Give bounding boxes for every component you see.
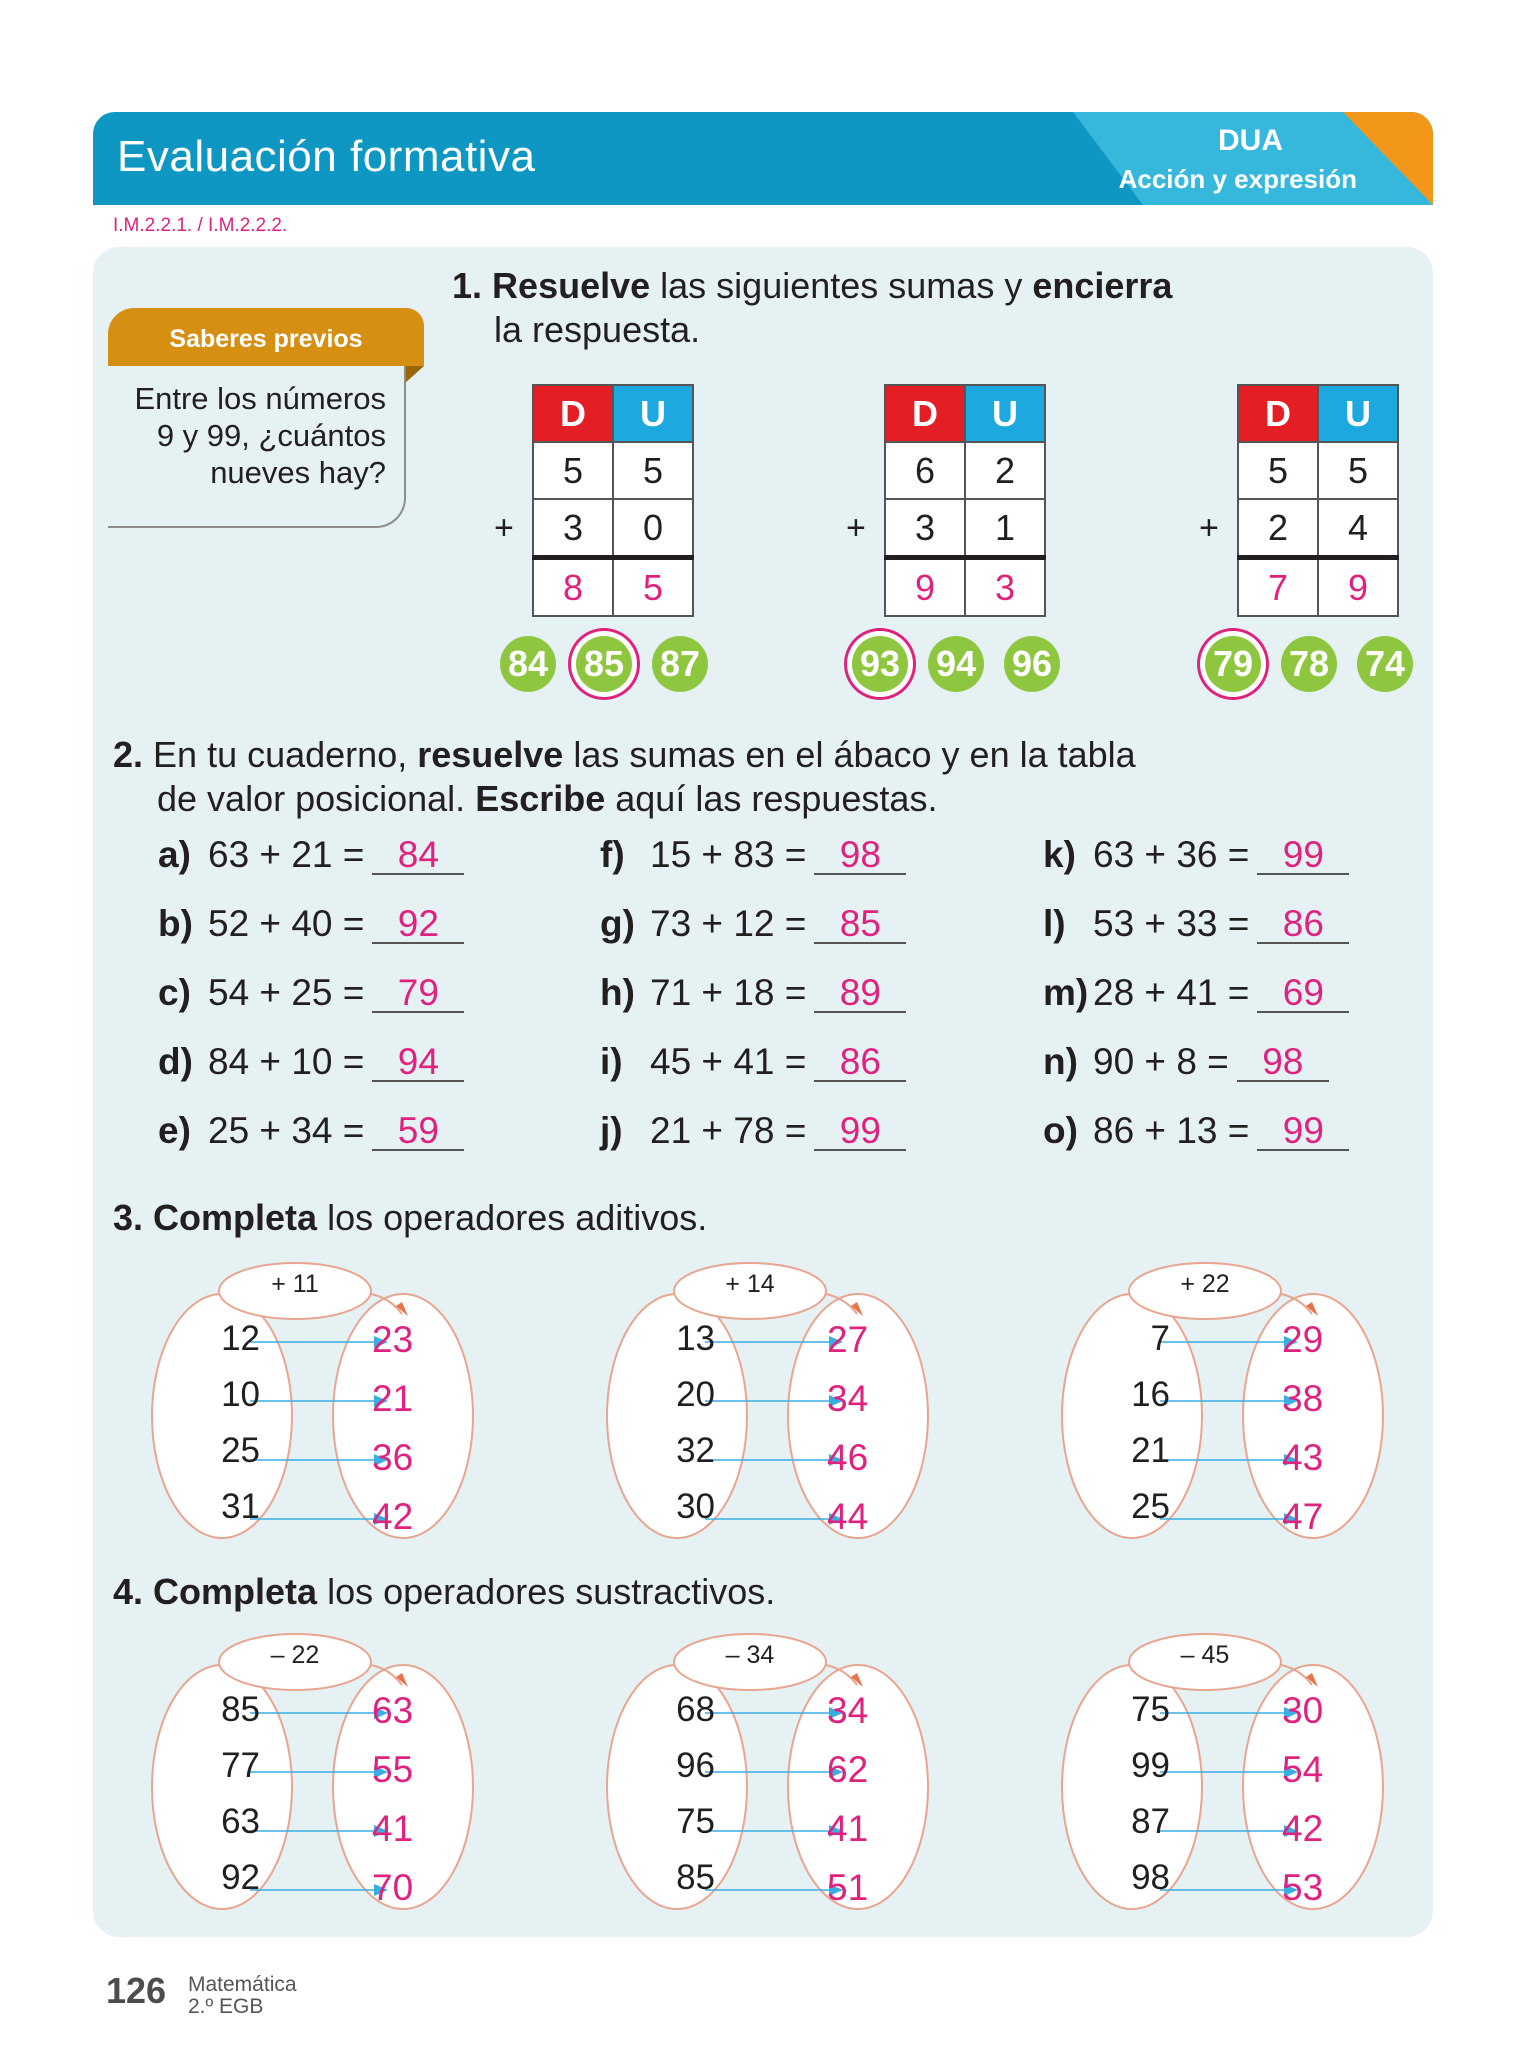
sum-expression: 53 + 33 = <box>1093 903 1250 944</box>
result-cell: 7 <box>1238 558 1318 617</box>
saberes-question: Entre los números 9 y 99, ¿cuántos nueves hay? <box>134 381 386 490</box>
input-number: 16 <box>1131 1375 1170 1414</box>
output-answer[interactable]: 23 <box>372 1319 414 1360</box>
place-value-table <box>532 384 694 617</box>
output-answer[interactable]: 53 <box>1282 1867 1324 1908</box>
sum-label: n) <box>1043 1041 1078 1082</box>
input-number: 92 <box>221 1858 260 1897</box>
q1-text: las siguientes sumas y <box>650 265 1033 306</box>
sum-expression: 21 + 78 = <box>650 1110 807 1151</box>
result-cell: 3 <box>965 558 1045 617</box>
operator-diagram <box>605 1627 935 1917</box>
q3-bold-completa: Completa <box>153 1197 318 1238</box>
sum-label: c) <box>158 972 191 1013</box>
table-row <box>885 385 1045 442</box>
table-row <box>1238 442 1398 499</box>
sum-expression: 54 + 25 = <box>208 972 365 1013</box>
sum-item <box>600 972 906 1014</box>
sum-item <box>1043 1041 1329 1083</box>
input-number: 32 <box>676 1431 715 1470</box>
sum-label: g) <box>600 903 635 944</box>
digit-cell: 5 <box>533 442 613 499</box>
sum-item <box>158 834 464 876</box>
sum-expression: 52 + 40 = <box>208 903 365 944</box>
sum-answer[interactable]: 94 <box>372 1044 464 1082</box>
sum-item <box>158 1110 464 1152</box>
input-number: 75 <box>676 1802 715 1841</box>
operator-diagram <box>150 1627 480 1917</box>
plus-sign: + <box>1199 509 1219 547</box>
input-number: 25 <box>221 1431 260 1470</box>
output-answer[interactable]: 42 <box>372 1496 414 1537</box>
page-number: 126 <box>106 1970 167 2011</box>
q3-number: 3. <box>113 1197 144 1238</box>
sum-label: b) <box>158 903 193 944</box>
table-row <box>1238 499 1398 558</box>
table-row <box>533 558 693 617</box>
sum-label: m) <box>1043 972 1089 1013</box>
sum-answer[interactable]: 99 <box>1257 837 1349 875</box>
sum-answer[interactable]: 92 <box>372 906 464 944</box>
input-number: 7 <box>1150 1319 1170 1358</box>
tens-header: D <box>885 385 965 442</box>
subject-info <box>188 1974 297 2018</box>
q4-text: los operadores sustractivos. <box>317 1571 776 1612</box>
result-cell: 5 <box>613 558 693 617</box>
sum-item <box>600 903 906 945</box>
table-row <box>533 442 693 499</box>
sum-item <box>1043 834 1349 876</box>
output-answer[interactable]: 38 <box>1282 1378 1324 1419</box>
input-number: 20 <box>676 1375 715 1414</box>
question-3 <box>113 1196 707 1240</box>
sum-answer[interactable]: 85 <box>814 906 906 944</box>
answer-option[interactable]: 84 <box>500 636 556 692</box>
sum-expression: 84 + 10 = <box>208 1041 365 1082</box>
sum-item <box>1043 1110 1349 1152</box>
result-cell: 9 <box>1318 558 1398 617</box>
sum-expression: 25 + 34 = <box>208 1110 365 1151</box>
q2-bold-escribe: Escribe <box>475 778 606 819</box>
output-answer[interactable]: 54 <box>1282 1749 1324 1790</box>
operator-diagram <box>150 1256 480 1546</box>
input-number: 13 <box>676 1319 715 1358</box>
output-answer[interactable]: 34 <box>827 1690 869 1731</box>
output-answer[interactable]: 21 <box>372 1378 414 1419</box>
digit-cell: 2 <box>965 442 1045 499</box>
sum-label: f) <box>600 834 625 875</box>
operator-label: + 11 <box>271 1270 319 1298</box>
q1-line2: la respuesta. <box>494 309 701 350</box>
output-answer[interactable]: 36 <box>372 1437 414 1478</box>
units-header: U <box>1318 385 1398 442</box>
sum-expression: 86 + 13 = <box>1093 1110 1250 1151</box>
circled-answer-option[interactable]: 79 <box>1205 636 1261 692</box>
output-answer[interactable]: 51 <box>827 1867 869 1908</box>
output-answer[interactable]: 43 <box>1282 1437 1324 1478</box>
operator-label: – 45 <box>1180 1641 1230 1669</box>
input-number: 98 <box>1131 1858 1170 1897</box>
sum-label: o) <box>1043 1110 1078 1151</box>
answer-option[interactable]: 87 <box>652 636 708 692</box>
sum-item <box>600 834 906 876</box>
plus-sign: + <box>494 509 514 547</box>
operator-label: – 22 <box>270 1641 320 1669</box>
sum-label: a) <box>158 834 191 875</box>
input-number: 21 <box>1131 1431 1170 1470</box>
q1-number: 1. <box>452 265 483 306</box>
digit-cell: 3 <box>533 499 613 558</box>
circled-answer-option[interactable]: 85 <box>576 636 632 692</box>
output-answer[interactable]: 34 <box>827 1378 869 1419</box>
digit-cell: 4 <box>1318 499 1398 558</box>
output-answer[interactable]: 63 <box>372 1690 414 1731</box>
q2-text-1: En tu cuaderno, <box>143 734 418 775</box>
output-answer[interactable]: 47 <box>1282 1496 1324 1537</box>
table-row <box>885 442 1045 499</box>
output-answer[interactable]: 27 <box>827 1319 869 1360</box>
sum-label: k) <box>1043 834 1076 875</box>
input-number: 63 <box>221 1802 260 1841</box>
grade-level: 2.º EGB <box>188 1995 264 2018</box>
q3-text: los operadores aditivos. <box>317 1197 708 1238</box>
input-number: 12 <box>221 1319 260 1358</box>
header-banner <box>93 112 1433 205</box>
units-header: U <box>613 385 693 442</box>
sum-label: e) <box>158 1110 191 1151</box>
sum-expression: 63 + 36 = <box>1093 834 1250 875</box>
place-value-table <box>884 384 1046 617</box>
sum-expression: 63 + 21 = <box>208 834 365 875</box>
sum-label: h) <box>600 972 635 1013</box>
sum-item <box>1043 972 1349 1014</box>
sum-answer[interactable]: 98 <box>814 837 906 875</box>
sum-answer[interactable]: 79 <box>372 975 464 1013</box>
sum-answer[interactable]: 86 <box>1257 906 1349 944</box>
answer-option[interactable]: 74 <box>1357 636 1413 692</box>
q2-number: 2. <box>113 734 144 775</box>
digit-cell: 1 <box>965 499 1045 558</box>
sum-item <box>158 972 464 1014</box>
sum-item <box>600 1041 906 1083</box>
operator-label: – 34 <box>725 1641 775 1669</box>
answer-option[interactable]: 96 <box>1004 636 1060 692</box>
sum-expression: 71 + 18 = <box>650 972 807 1013</box>
sum-label: j) <box>600 1110 623 1151</box>
circled-answer-option[interactable]: 93 <box>852 636 908 692</box>
digit-cell: 3 <box>885 499 965 558</box>
digit-cell: 2 <box>1238 499 1318 558</box>
dua-label: DUA <box>1218 124 1283 157</box>
sum-expression: 45 + 41 = <box>650 1041 807 1082</box>
sum-item <box>1043 903 1349 945</box>
digit-cell: 0 <box>613 499 693 558</box>
input-number: 30 <box>676 1487 715 1526</box>
answer-option[interactable]: 78 <box>1281 636 1337 692</box>
q4-bold-completa: Completa <box>153 1571 318 1612</box>
sum-expression: 15 + 83 = <box>650 834 807 875</box>
input-number: 99 <box>1131 1746 1170 1785</box>
q4-number: 4. <box>113 1571 144 1612</box>
sum-answer[interactable]: 86 <box>814 1044 906 1082</box>
output-answer[interactable]: 70 <box>372 1867 414 1908</box>
table-row <box>1238 385 1398 442</box>
output-answer[interactable]: 30 <box>1282 1690 1324 1731</box>
digit-cell: 6 <box>885 442 965 499</box>
output-answer[interactable]: 42 <box>1282 1808 1324 1849</box>
q2-text-3: de valor posicional. <box>157 778 476 819</box>
q2-text-4: aquí las respuestas. <box>605 778 938 819</box>
operator-diagram <box>1060 1627 1390 1917</box>
input-number: 85 <box>676 1858 715 1897</box>
question-4 <box>113 1570 775 1614</box>
operator-label: + 22 <box>1180 1270 1230 1298</box>
input-number: 31 <box>221 1487 260 1526</box>
sum-answer[interactable]: 69 <box>1257 975 1349 1013</box>
table-row <box>1238 558 1398 617</box>
output-answer[interactable]: 41 <box>372 1808 414 1849</box>
q2-bold-resuelve: resuelve <box>417 734 564 775</box>
output-answer[interactable]: 29 <box>1282 1319 1324 1360</box>
plus-sign: + <box>846 509 866 547</box>
table-row <box>533 385 693 442</box>
sum-item <box>600 1110 906 1152</box>
operator-diagram <box>1060 1256 1390 1546</box>
saberes-previos-tab: Saberes previos <box>108 308 424 366</box>
sum-label: l) <box>1043 903 1066 944</box>
indicator-codes: I.M.2.2.1. / I.M.2.2.2. <box>113 215 288 236</box>
place-value-table <box>1237 384 1399 617</box>
digit-cell: 5 <box>1318 442 1398 499</box>
input-number: 75 <box>1131 1690 1170 1729</box>
dua-subtitle: Acción y expresión <box>1118 164 1357 194</box>
table-row <box>885 499 1045 558</box>
q2-text-2: las sumas en el ábaco y en la tabla <box>563 734 1136 775</box>
tens-header: D <box>1238 385 1318 442</box>
tens-header: D <box>533 385 613 442</box>
digit-cell: 5 <box>613 442 693 499</box>
input-number: 96 <box>676 1746 715 1785</box>
sum-answer[interactable]: 99 <box>1257 1113 1349 1151</box>
sum-expression: 73 + 12 = <box>650 903 807 944</box>
input-number: 87 <box>1131 1802 1170 1841</box>
q1-bold-resuelve: Resuelve <box>492 265 651 306</box>
sum-answer[interactable]: 89 <box>814 975 906 1013</box>
result-cell: 9 <box>885 558 965 617</box>
sum-item <box>158 1041 464 1083</box>
table-row <box>533 499 693 558</box>
output-answer[interactable]: 41 <box>827 1808 869 1849</box>
sum-answer[interactable]: 98 <box>1237 1044 1329 1082</box>
page-title: Evaluación formativa <box>117 132 536 181</box>
subject-name: Matemática <box>188 1973 297 1996</box>
output-answer[interactable]: 44 <box>827 1496 869 1537</box>
output-answer[interactable]: 46 <box>827 1437 869 1478</box>
question-2 <box>113 733 1136 821</box>
question-1 <box>452 264 1172 352</box>
table-row <box>885 558 1045 617</box>
input-number: 77 <box>221 1746 260 1785</box>
answer-option[interactable]: 94 <box>928 636 984 692</box>
sum-item <box>158 903 464 945</box>
q1-bold-encierra: encierra <box>1032 265 1173 306</box>
operator-diagram <box>605 1256 935 1546</box>
sum-label: i) <box>600 1041 623 1082</box>
saberes-previos-box <box>108 366 406 528</box>
result-cell: 8 <box>533 558 613 617</box>
operator-label: + 14 <box>725 1270 775 1298</box>
sum-expression: 90 + 8 = <box>1093 1041 1229 1082</box>
units-header: U <box>965 385 1045 442</box>
output-answer[interactable]: 55 <box>372 1749 414 1790</box>
q2-line2 <box>113 778 937 819</box>
sum-answer[interactable]: 59 <box>372 1113 464 1151</box>
sum-expression: 28 + 41 = <box>1093 972 1250 1013</box>
sum-label: d) <box>158 1041 193 1082</box>
digit-cell: 5 <box>1238 442 1318 499</box>
input-number: 25 <box>1131 1487 1170 1526</box>
input-number: 85 <box>221 1690 260 1729</box>
output-answer[interactable]: 62 <box>827 1749 869 1790</box>
input-number: 10 <box>221 1375 260 1414</box>
input-number: 68 <box>676 1690 715 1729</box>
sum-answer[interactable]: 99 <box>814 1113 906 1151</box>
sum-answer[interactable]: 84 <box>372 837 464 875</box>
